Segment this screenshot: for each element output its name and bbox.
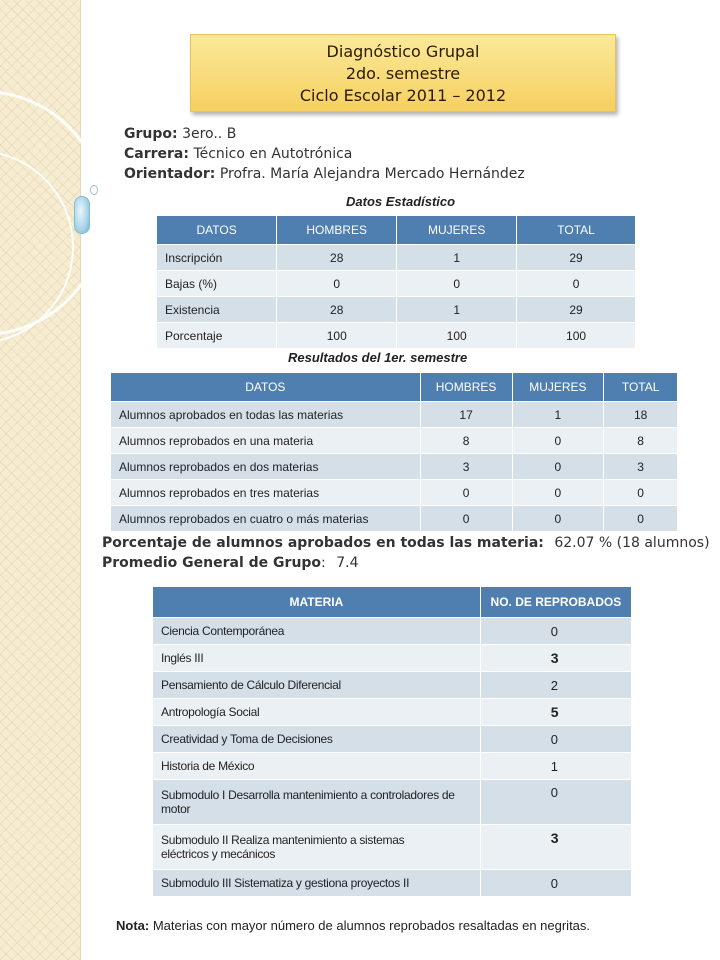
carrera-line	[124, 146, 352, 162]
column-header: NO. DE REPROBADOS	[480, 587, 631, 618]
promedio-label: Promedio General de Grupo	[102, 555, 322, 571]
table-row	[157, 271, 636, 297]
table-row	[153, 753, 632, 780]
porcentaje-value: 62.07 % (18 alumnos)	[554, 535, 710, 551]
table-cell: 0	[397, 271, 517, 297]
column-header: MUJERES	[397, 216, 517, 245]
table-row	[111, 428, 678, 454]
grupo-label: Grupo:	[124, 126, 178, 142]
table-cell: Bajas (%)	[157, 271, 277, 297]
table-cell: 100	[517, 323, 636, 349]
table-cell: 29	[517, 297, 636, 323]
subject-name: Historia de México	[153, 753, 481, 780]
table-cell: 0	[517, 271, 636, 297]
table-row	[153, 699, 632, 726]
subject-failed-count: 3	[480, 645, 631, 672]
table-cell: Alumnos reprobados en cuatro o más materias	[111, 506, 421, 532]
title-line: 2do. semestre	[345, 64, 461, 83]
carrera-label: Carrera:	[124, 146, 189, 162]
footnote-text: Materias con mayor número de alumnos reprobados resaltadas en negritas.	[152, 918, 591, 933]
table-cell: 0	[420, 480, 512, 506]
promedio-value: 7.4	[336, 555, 359, 571]
table-cell: 0	[512, 454, 604, 480]
grupo-value: 3ero.. B	[182, 126, 237, 142]
subject-failed-count: 0	[480, 618, 631, 645]
carrera-value: Técnico en Autotrónica	[193, 146, 353, 162]
subjects-table	[152, 586, 632, 897]
table-cell: 3	[420, 454, 512, 480]
column-header: DATOS	[111, 373, 421, 402]
table-cell: 0	[277, 271, 397, 297]
table-row	[157, 297, 636, 323]
table-row	[153, 645, 632, 672]
table-header-row	[153, 587, 632, 618]
table-header-row	[157, 216, 636, 245]
table-cell: 0	[604, 480, 678, 506]
table-cell: 0	[512, 428, 604, 454]
subject-name: Submodulo I Desarrolla mantenimiento a controladores de motor	[153, 780, 481, 825]
subject-failed-count: 1	[480, 753, 631, 780]
table-cell: Alumnos reprobados en tres materias	[111, 480, 421, 506]
subject-name: Creatividad y Toma de Decisiones	[153, 726, 481, 753]
table-cell: 28	[277, 297, 397, 323]
column-header: TOTAL	[517, 216, 636, 245]
table-row	[111, 480, 678, 506]
table-cell: 0	[512, 480, 604, 506]
table-cell: Alumnos reprobados en una materia	[111, 428, 421, 454]
subject-name: Antropología Social	[153, 699, 481, 726]
orientador-label: Orientador:	[124, 166, 216, 182]
table-row	[111, 454, 678, 480]
column-header: MUJERES	[512, 373, 604, 402]
table-cell: Inscripción	[157, 245, 277, 271]
table-cell: 3	[604, 454, 678, 480]
column-header: MATERIA	[153, 587, 481, 618]
table-row	[111, 402, 678, 428]
subject-name: Inglés III	[153, 645, 481, 672]
table-row	[153, 825, 632, 870]
table-cell: 0	[512, 506, 604, 532]
orientador-value: Profra. María Alejandra Mercado Hernández	[219, 166, 525, 182]
footnote	[116, 918, 590, 933]
table-cell: 18	[604, 402, 678, 428]
promedio-colon: :	[321, 555, 326, 571]
stats-caption: Datos Estadístico	[346, 194, 456, 209]
table-row	[153, 870, 632, 897]
decorative-ring	[90, 185, 98, 195]
table-header-row	[111, 373, 678, 402]
stats-table	[156, 215, 636, 349]
table-cell: 17	[420, 402, 512, 428]
porcentaje-line	[102, 535, 710, 551]
table-row	[157, 245, 636, 271]
table-cell: 8	[420, 428, 512, 454]
table-cell: 1	[397, 297, 517, 323]
table-cell: 1	[397, 245, 517, 271]
subject-name: Submodulo II Realiza mantenimiento a sistemas eléctricos y mecánicos	[153, 825, 481, 870]
footnote-label: Nota:	[116, 918, 150, 933]
table-cell: 28	[277, 245, 397, 271]
table-cell: Existencia	[157, 297, 277, 323]
promedio-line	[102, 555, 358, 571]
table-cell: 0	[420, 506, 512, 532]
title-box	[190, 34, 616, 112]
column-header: DATOS	[157, 216, 277, 245]
subject-failed-count: 3	[480, 825, 631, 870]
table-cell: 100	[397, 323, 517, 349]
table-cell: 1	[512, 402, 604, 428]
table-row	[153, 618, 632, 645]
table-row	[153, 672, 632, 699]
subject-failed-count: 0	[480, 780, 631, 825]
subject-name: Submodulo III Sistematiza y gestiona proyectos II	[153, 870, 481, 897]
table-row	[153, 726, 632, 753]
column-header: HOMBRES	[420, 373, 512, 402]
subject-failed-count: 0	[480, 870, 631, 897]
grupo-line	[124, 126, 236, 142]
table-cell: 0	[604, 506, 678, 532]
results-table	[110, 372, 678, 532]
table-cell: 29	[517, 245, 636, 271]
subject-name: Ciencia Contemporánea	[153, 618, 481, 645]
subject-failed-count: 0	[480, 726, 631, 753]
table-row	[157, 323, 636, 349]
title-line: Ciclo Escolar 2011 – 2012	[299, 86, 507, 105]
table-cell: 100	[277, 323, 397, 349]
decorative-knob	[74, 196, 90, 234]
subject-failed-count: 5	[480, 699, 631, 726]
orientador-line	[124, 166, 525, 182]
table-cell: Porcentaje	[157, 323, 277, 349]
table-cell: 8	[604, 428, 678, 454]
column-header: HOMBRES	[277, 216, 397, 245]
subject-failed-count: 2	[480, 672, 631, 699]
column-header: TOTAL	[604, 373, 678, 402]
title-line: Diagnóstico Grupal	[326, 42, 480, 61]
table-row	[153, 780, 632, 825]
table-row	[111, 506, 678, 532]
subject-name: Pensamiento de Cálculo Diferencial	[153, 672, 481, 699]
results-caption: Resultados del 1er. semestre	[288, 350, 468, 365]
table-cell: Alumnos aprobados en todas las materias	[111, 402, 421, 428]
table-cell: Alumnos reprobados en dos materias	[111, 454, 421, 480]
porcentaje-label: Porcentaje de alumnos aprobados en todas las materia:	[102, 535, 544, 551]
